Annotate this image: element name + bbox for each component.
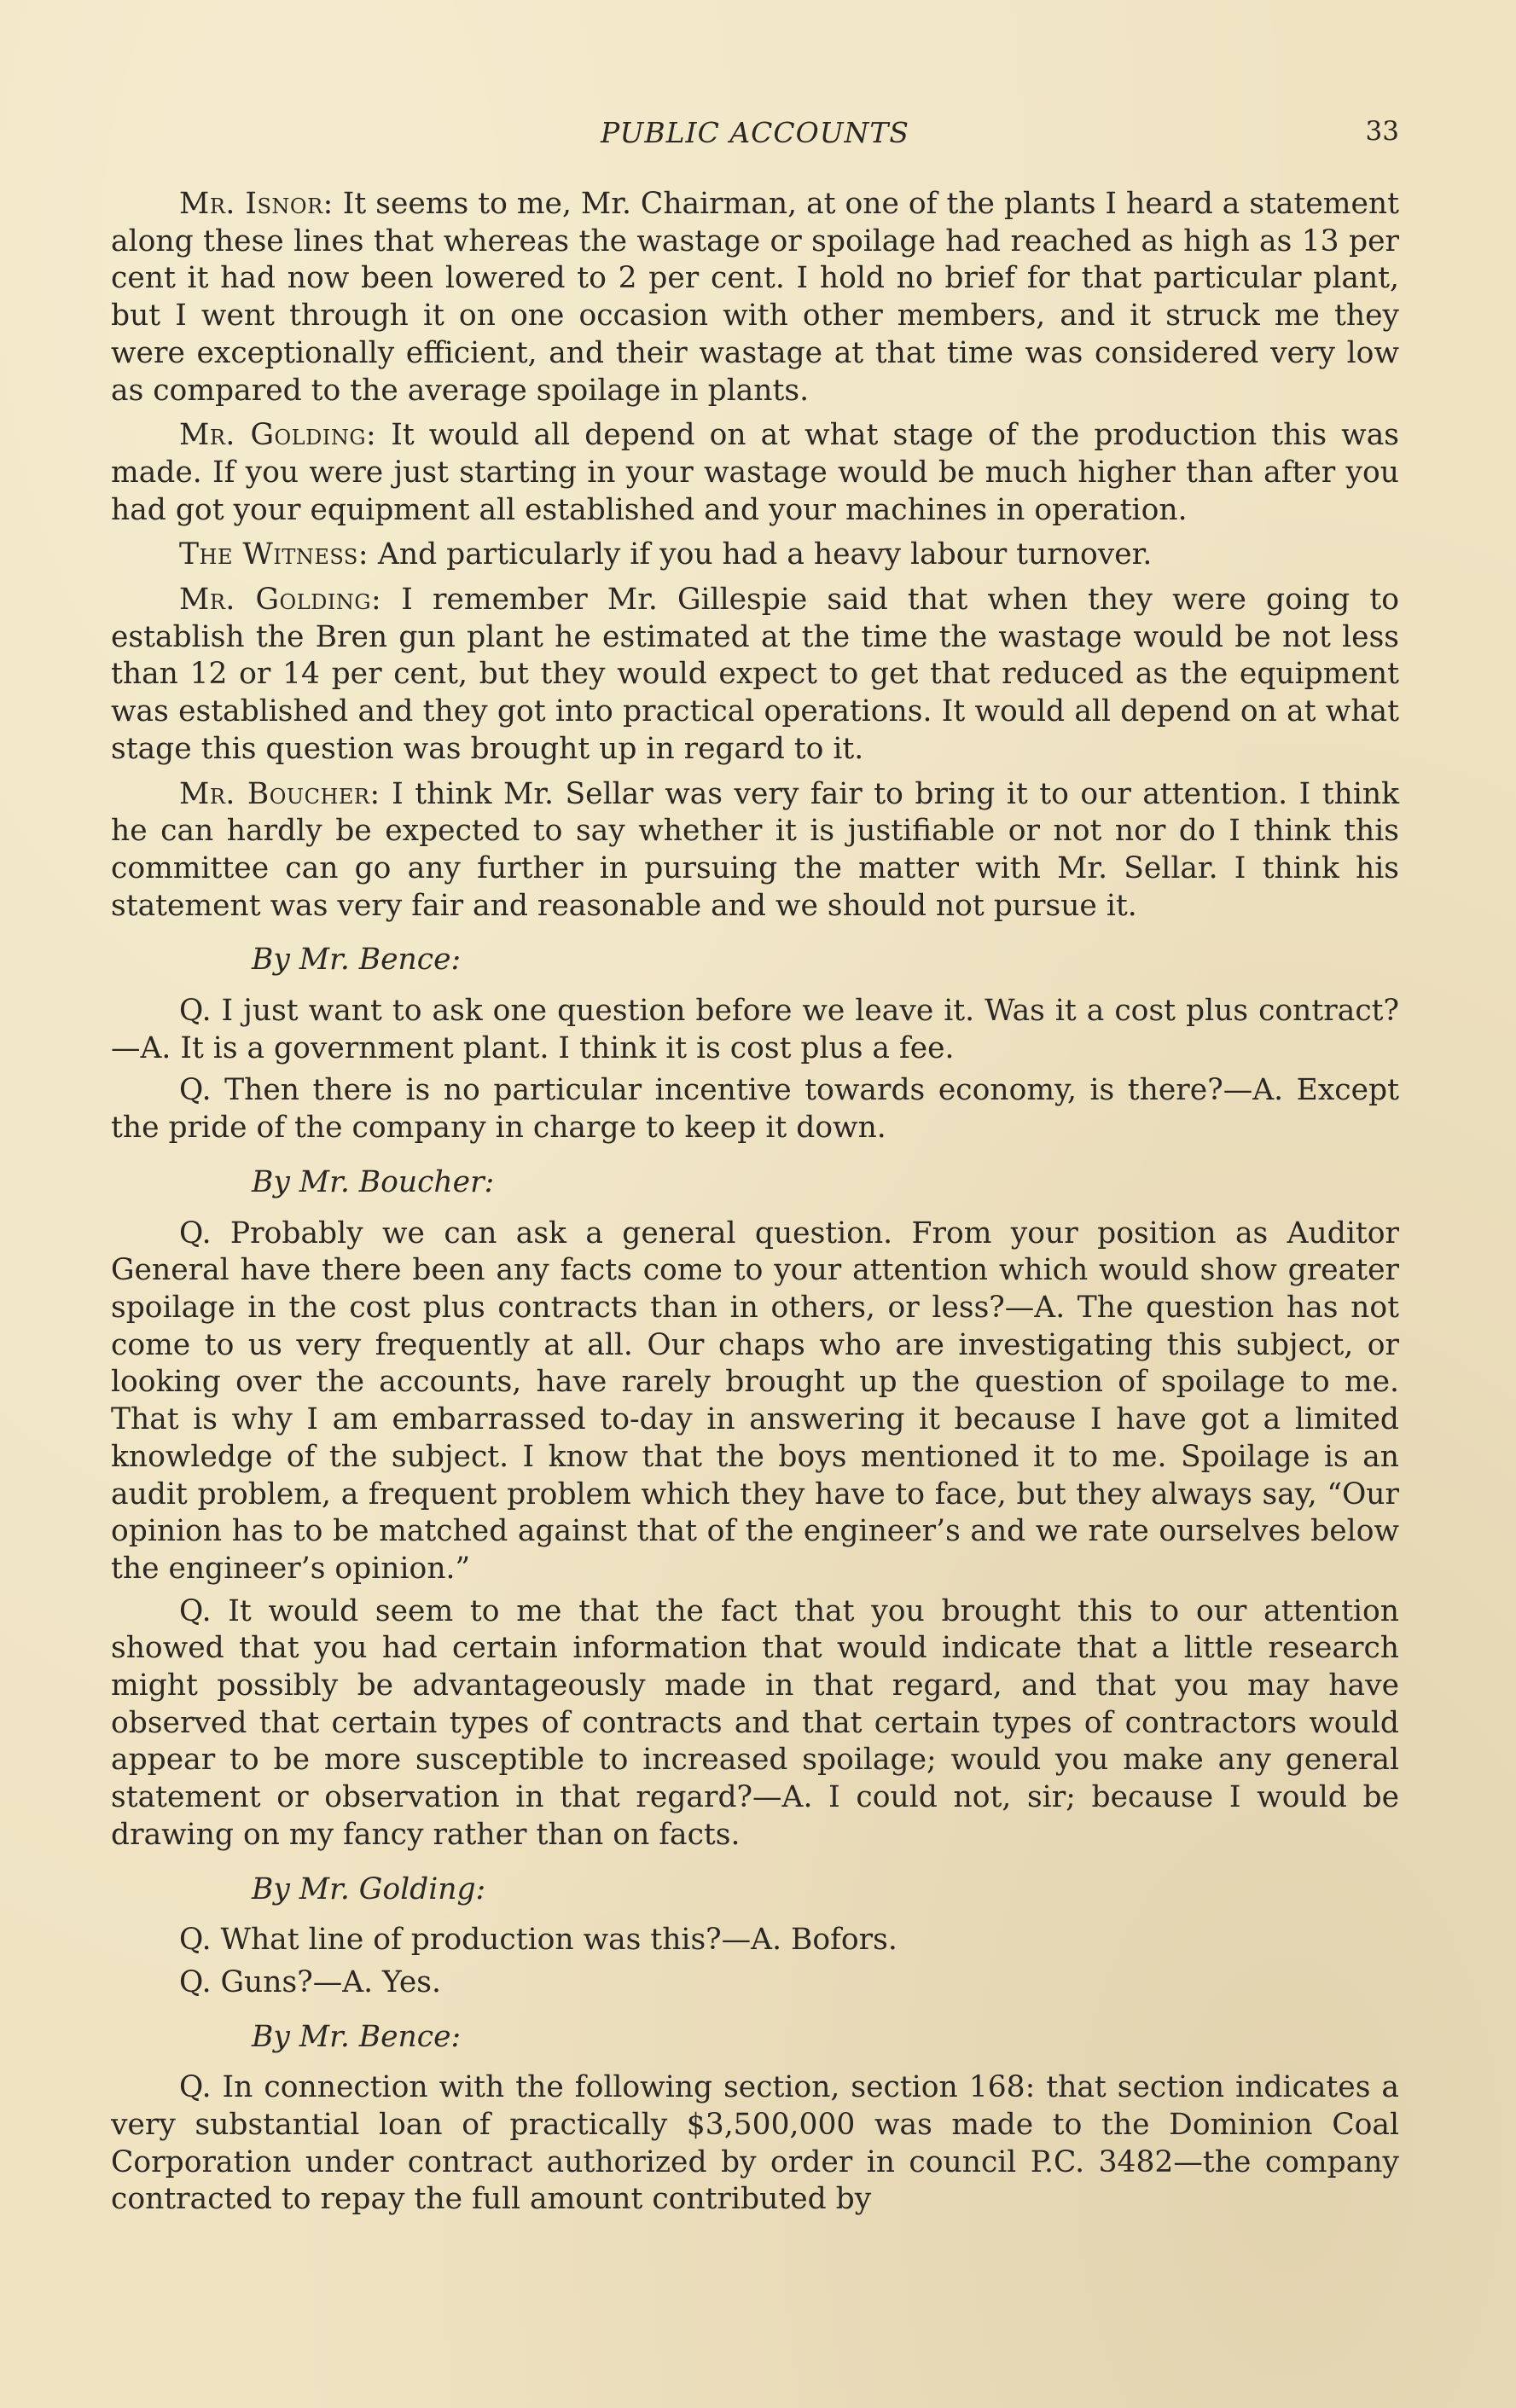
speech-text: And particularly if you had a heavy labour turnover. [368,537,1153,572]
question-answer: Q. It would seem to me that the fact that you brought this to our attention showed that you had certain information that would indicate that a little research might possibly be advantageously made in that regard, and that you may have observed that certain types of contracts and that certain types of contractors would appear to be more susceptible to increased spoilage; would you make any general statement or observation in that regard?—A. I could not, sir; because I would be drawing on my fancy rather than on facts. [111,1593,1399,1852]
speech-text: It would all depend on at what stage of the production this was made. If you were just starting in your wastage would be much higher than after you had got your equipment all established and your machines in operation. [111,418,1399,527]
speech-paragraph [111,537,1399,574]
question-answer: Q. I just want to ask one question before we leave it. Was it a cost plus contract?—A. It is a government plant. I think it is cost plus a fee. [111,994,1399,1065]
question-answer: Q. Probably we can ask a general question. From your position as Auditor General have there been any facts come to your attention which would show greater spoilage in the cost plus contracts than in others, or less?—A. The question has not come to us very frequently at all. Our chaps who are investigating this subject, or looking over the accounts, have rarely brought up the question of spoilage to me. That is why I am embarrassed to-day in answering it because I have got a limited knowledge of the subject. I know that the boys mentioned it to me. Spoilage is an audit problem, a frequent problem which they have to face, but they always say, “Our opinion has to be matched against that of the engineer’s and we rate ourselves below the engineer’s opinion.” [111,1216,1399,1586]
question-answer: Q. In connection with the following section, section 168: that section indicates a very substantial loan of practically $3,500,000 was made to the Dominion Coal Corporation under contract authorized by order in council P.C. 3482—the company contracted to repay the full amount contributed by [111,2070,1399,2217]
question-answer: Q. What line of production was this?—A. Bofors. [179,1923,897,1958]
speech-paragraph [111,417,1399,529]
speaker-name: Mr. Golding: [179,583,382,618]
document-body [111,186,1399,2224]
speech-text: It seems to me, Mr. Chairman, at one of the plants I heard a statement along these lines that whereas the wastage or spoilage had reached as high as 13 per cent it had now been lowered to 2 per cent. I hold no brief for that particular plant, but I went through it on one occasion with other members, and it struck me they were exceptionally efficient, and their wastage at that time was considered very low as compared to the average spoilage in plants. [111,187,1399,408]
speaker-name: The Witness: [179,537,369,572]
page-number: 33 [1365,116,1399,147]
question-answer: Q. Guns?—A. Yes. [179,1964,441,1999]
speech-paragraph [111,186,1399,409]
examiner-heading: By Mr. Golding: [252,1871,486,1906]
speech-paragraph [111,582,1399,769]
examiner-heading: By Mr. Boucher: [252,1164,495,1199]
speech-text: I remember Mr. Gillespie said that when they were going to establish the Bren gun plant he estimated at the time the wastage would be not less than 12 or 14 per cent, but they would expect to get that reduced as the equipment was established and they got into practical operations. It would all depend on at what stage this question was brought up in regard to it. [111,583,1399,766]
speech-text: I think Mr. Sellar was very fair to bring it to our attention. I think he can hardly be expected to say whether it is justifiable or not nor do I think this committee can go any further in pursuing the matter with Mr. Sellar. I think his statement was very fair and reasonable and we should not pursue it. [111,776,1400,923]
speaker-name: Mr. Isnor: [179,187,334,221]
running-title: PUBLIC ACCOUNTS [600,116,910,149]
speaker-name: Mr. Golding: [179,418,377,453]
speaker-name: Mr. Boucher: [179,776,380,811]
examiner-heading: By Mr. Bence: [252,2019,462,2054]
running-header [111,116,1399,159]
speech-paragraph [111,776,1399,925]
document-page [111,0,1399,2408]
question-answer: Q. Then there is no particular incentive towards economy, is there?—A. Except the pride of the company in charge to keep it down. [111,1073,1399,1146]
examiner-heading: By Mr. Bence: [252,943,462,978]
